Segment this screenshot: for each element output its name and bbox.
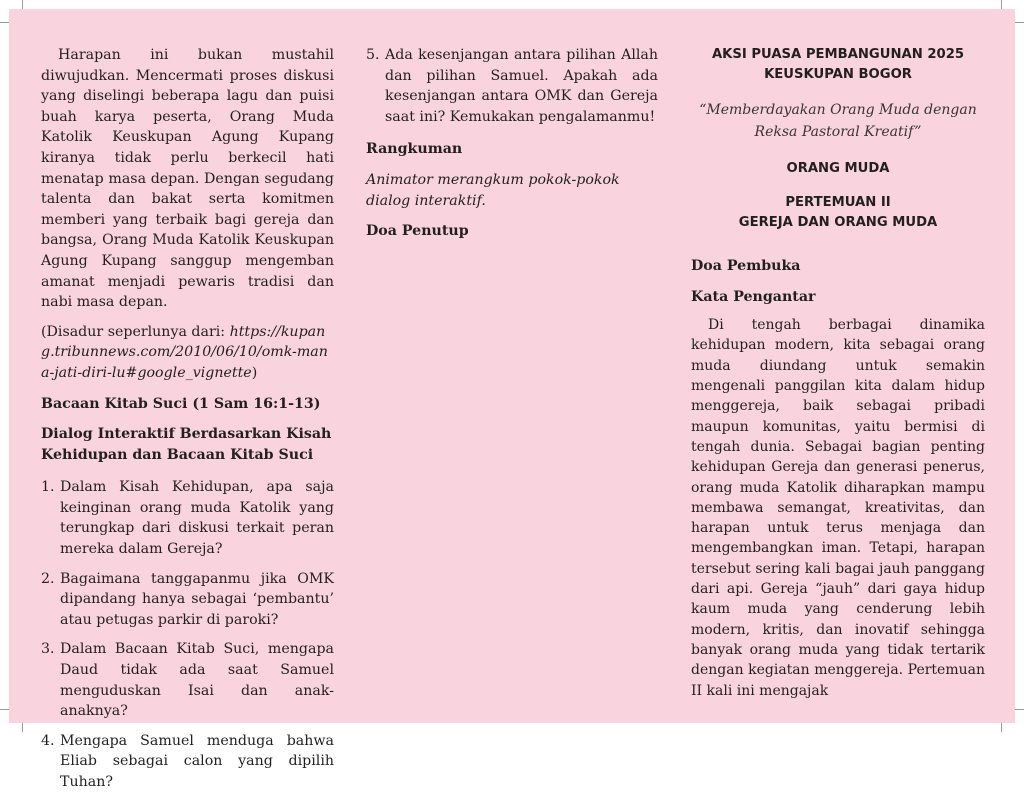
- meeting-title: [691, 193, 985, 233]
- question-item: [41, 477, 334, 559]
- foreword-text: Di tengah berbagai dinamika kehidupan modern, kita sebagai orang muda diundang untuk semakin mengenali panggilan kita dalam hidup menggereja, baik sebagai pribadi maupun komunitas, yaitu bermisi di tengah dunia. Sebagai bagian penting kehidupan Gereja dan generasi penerus, orang muda Katolik diharapkan mampu membawa semangat, kreativitas, dan harapan untuk terus menjaga dan mengembangkan iman. Tetapi, harapan tersebut sering kali bagai jauh panggang dari api. Gereja “jauh” dari gaya hidup kaum muda yang cenderung lebih modern, kritis, dan inovatif sehingga banyak orang muda yang tidak tertarik dengan kegiatan menggereja. Pertemuan II kali ini mengajak: [691, 317, 985, 699]
- question-text: Mengapa Samuel menduga bahwa Eliab sebagai calon yang dipilih Tuhan?: [60, 732, 334, 790]
- question-item: [41, 569, 334, 631]
- source-citation: [41, 322, 334, 384]
- source-prefix: (Disadur seperlunya dari:: [41, 323, 230, 340]
- middle-column: [366, 45, 658, 242]
- question-text: Bagaimana tanggapanmu jika OMK dipandang hanya sebagai ‘pembantu’ atau petugas parkir di paroki?: [60, 570, 334, 628]
- source-url: https://kupang.tribunnews.com/2010/06/10/omk-mana-jati-diri-lu#google_vignette: [41, 323, 328, 381]
- question-number: 3.: [41, 641, 55, 658]
- question-text: Dalam Bacaan Kitab Suci, mengapa Daud tidak ada saat Samuel menguduskan Isai dan anak-anaknya?: [60, 641, 334, 720]
- crop-mark-top-right: [1001, 0, 1002, 9]
- title-line-1: AKSI PUASA PEMBANGUNAN 2025: [711, 47, 965, 62]
- cover-title: [685, 45, 991, 85]
- reading-heading: Bacaan Kitab Suci (1 Sam 16:1-13): [41, 395, 321, 412]
- meeting-line-2: GEREJA DAN ORANG MUDA: [738, 215, 938, 230]
- dialog-heading: Dialog Interaktif Berdasarkan Kisah Kehidupan dan Bacaan Kitab Suci: [41, 426, 332, 463]
- question-text: Ada kesenjangan antara pilihan Allah dan pilihan Samuel. Apakah ada kesenjangan antara OMK dan Gereja saat ini? Kemukakan pengalamanmu!: [385, 47, 658, 125]
- meeting-line-1: PERTEMUAN II: [785, 195, 891, 210]
- closing-prayer-heading: Doa Penutup: [366, 223, 469, 240]
- crop-mark-bottom-right: [1001, 723, 1002, 732]
- question-number: 2.: [41, 570, 55, 587]
- crop-mark-top-left: [22, 0, 23, 9]
- question-list-continued: [366, 45, 658, 127]
- audience-label: ORANG MUDA: [786, 161, 890, 176]
- question-text: Dalam Kisah Kehidupan, apa saja keinginan orang muda Katolik yang terungkap dari diskusi terkait peran mereka dalam Gereja?: [60, 479, 334, 558]
- tagline: “Memberdayakan Orang Muda dengan Reksa Pastoral Kreatif”: [699, 102, 977, 140]
- crop-mark-bottom-left: [22, 723, 23, 732]
- left-column: [41, 45, 334, 793]
- opening-prayer-heading: Doa Pembuka: [691, 258, 801, 274]
- crop-mark-bottom-left-h: [0, 709, 9, 710]
- foreword-heading: Kata Pengantar: [691, 288, 816, 305]
- question-number: 4.: [41, 732, 55, 749]
- source-suffix: ): [251, 364, 258, 381]
- intro-paragraph: Harapan ini bukan mustahil diwujudkan. Mencermati proses diskusi yang diselingi beberapa lagu dan puisi buah karya peserta, Orang Muda Katolik Keuskupan Agung Kupang kiranya tidak perlu berkecil hati menatap masa depan. Dengan segudang talenta dan bakat serta komitmen memberi yang terbaik bagi gereja dan bangsa, Orang Muda Katolik Keuskupan Agung Kupang sanggup mengemban amanat menjadi pewaris tradisi dan nabi masa depan.: [41, 47, 334, 311]
- question-item: [41, 731, 334, 793]
- crop-mark-bottom-right-h: [1015, 709, 1024, 710]
- right-column: [691, 45, 985, 701]
- question-number: 5.: [366, 47, 380, 63]
- question-list: [41, 477, 334, 792]
- title-line-2: KEUSKUPAN BOGOR: [764, 67, 912, 82]
- crop-mark-top-right-h: [1015, 22, 1024, 23]
- question-item: [41, 639, 334, 721]
- summary-heading: Rangkuman: [366, 141, 463, 158]
- crop-mark-top-left-h: [0, 22, 9, 23]
- summary-text: Animator merangkum pokok-pokok dialog interaktif.: [366, 171, 620, 209]
- question-item: [366, 45, 658, 127]
- question-number: 1.: [41, 479, 55, 496]
